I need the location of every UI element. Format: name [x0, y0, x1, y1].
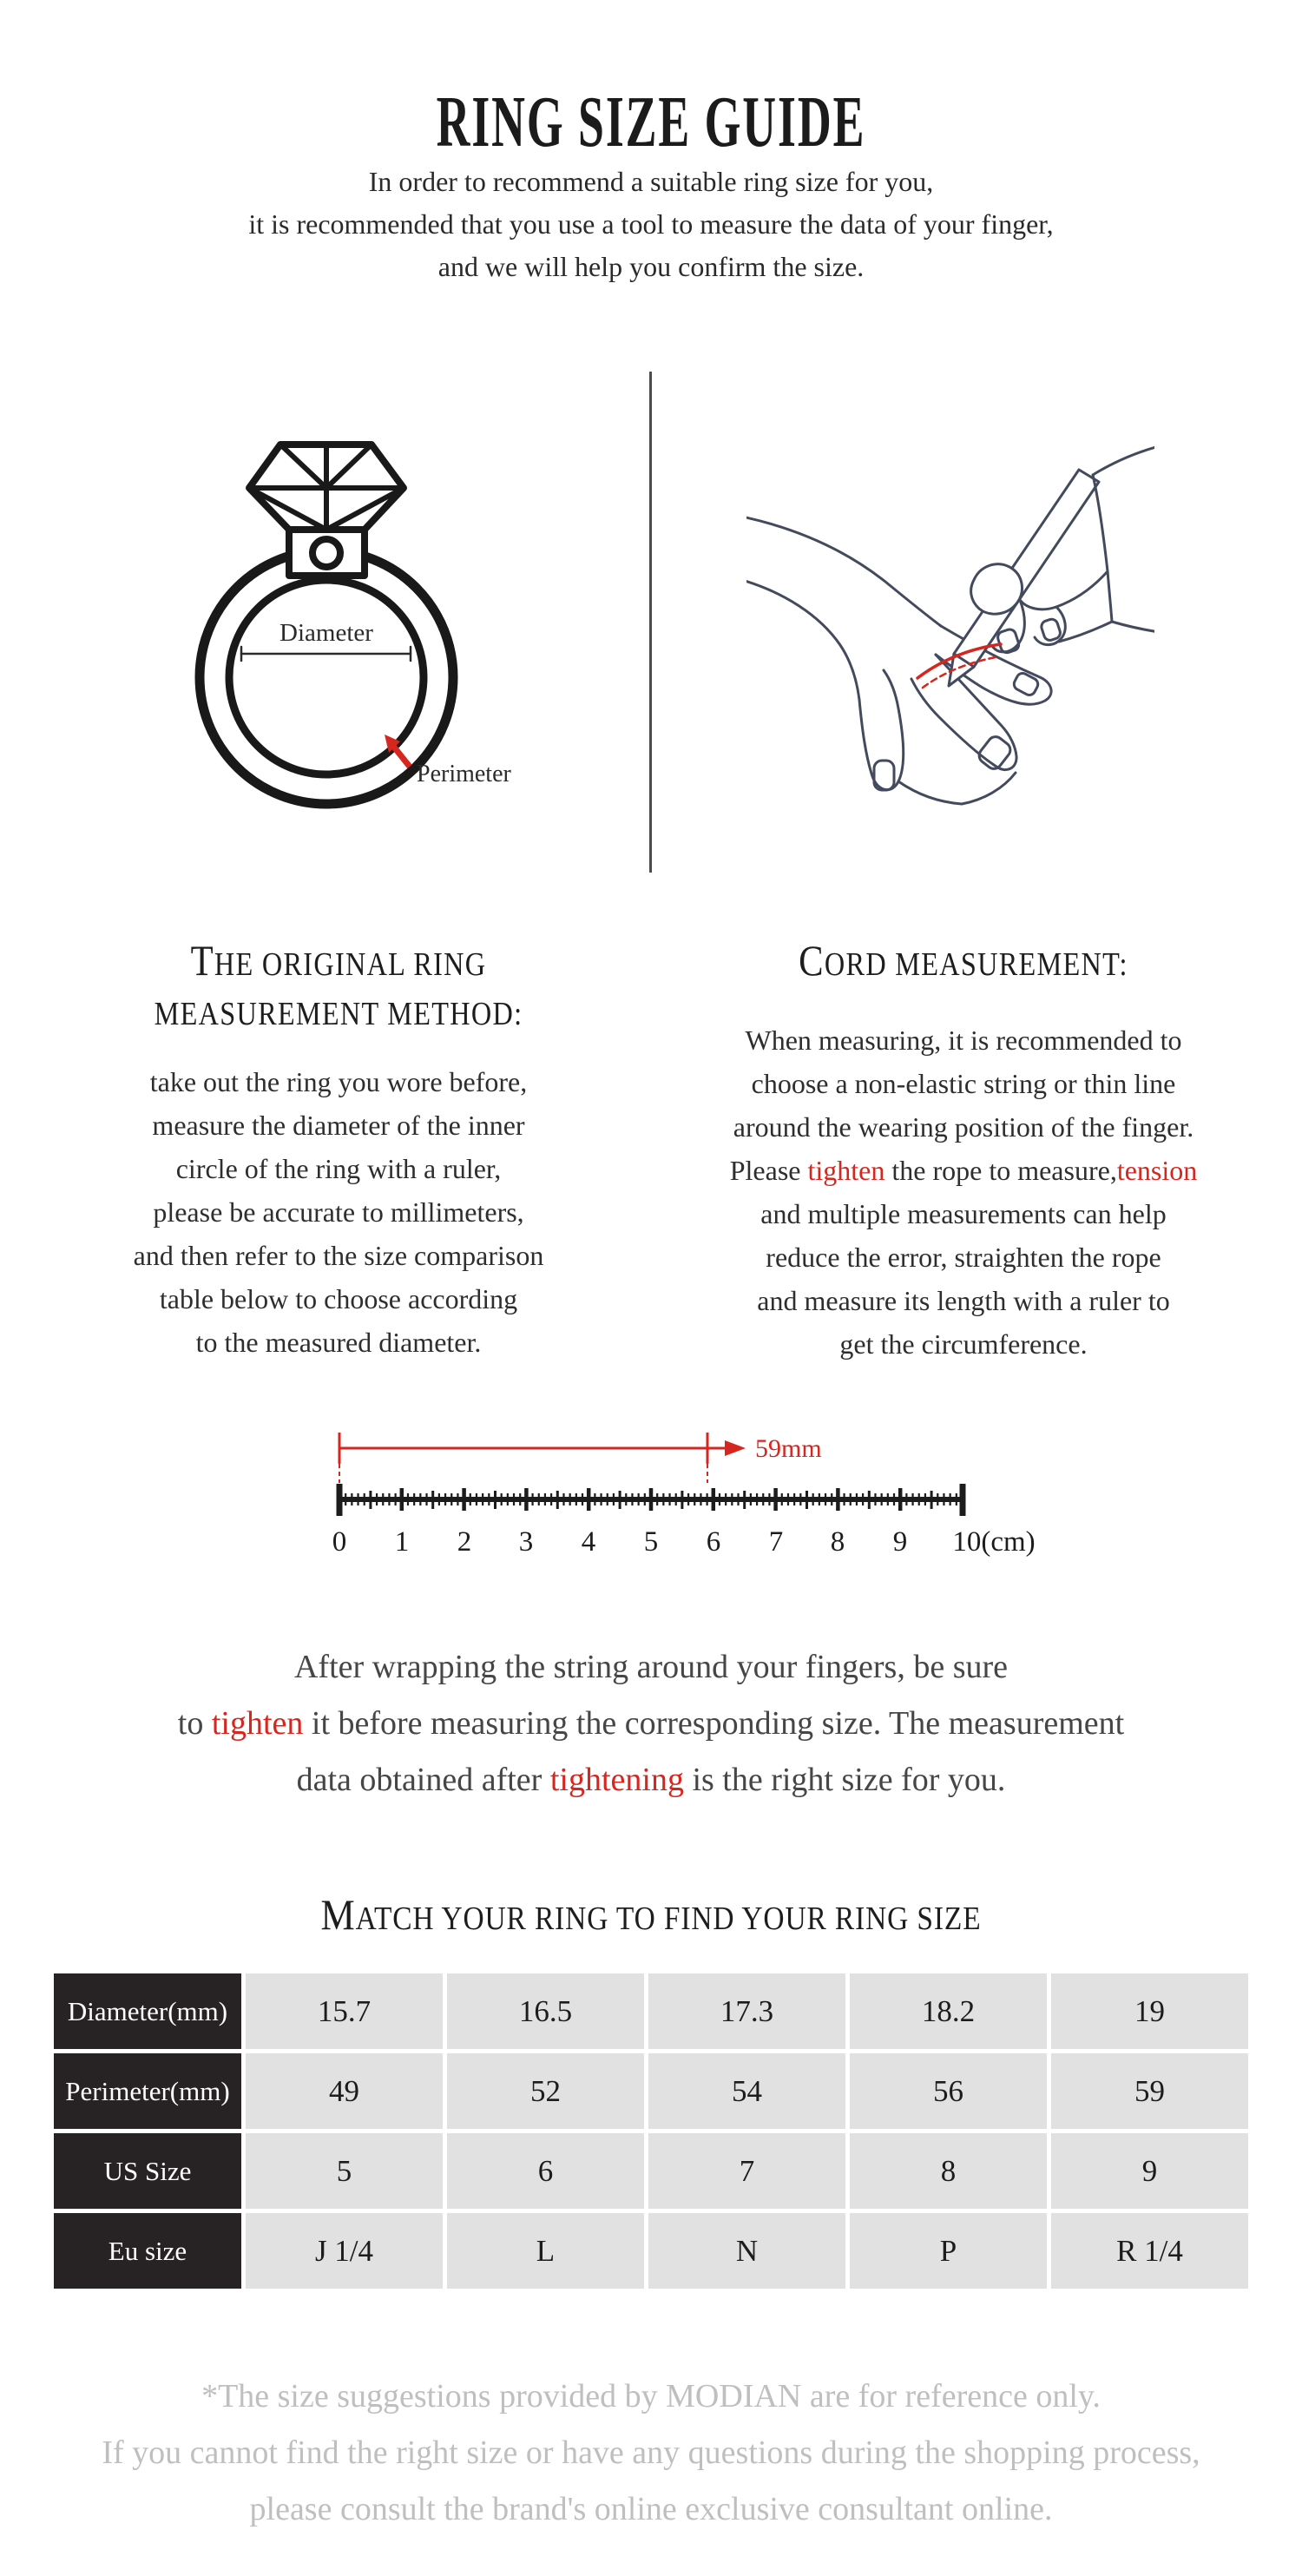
lower-finger-hint [962, 773, 1016, 804]
svg-text:10(cm): 10(cm) [952, 1526, 1036, 1558]
table-cell: 17.3 [648, 1973, 845, 2049]
svg-text:4: 4 [581, 1526, 596, 1558]
diamond-icon [249, 445, 404, 530]
svg-text:8: 8 [830, 1526, 845, 1558]
left-thumb [859, 670, 904, 790]
measurement-arrow [339, 1433, 746, 1483]
table-cell: 15.7 [246, 1973, 443, 2049]
svg-text:7: 7 [768, 1526, 784, 1558]
page-title: RING SIZE GUIDE [436, 82, 866, 163]
table-cell: 8 [850, 2133, 1047, 2209]
table-cell: 16.5 [447, 1973, 644, 2049]
table-cell: 9 [1051, 2133, 1248, 2209]
highlight-tightening: tightening [549, 1762, 684, 1798]
pen [949, 470, 1099, 686]
table-cell: 56 [850, 2053, 1047, 2129]
right-thumb [971, 564, 1023, 615]
svg-text:1: 1 [394, 1526, 410, 1558]
highlight-tension: tension [1116, 1155, 1198, 1186]
highlight-tighten: tighten [211, 1705, 304, 1742]
cord-measurement-heading: CORD MEASUREMENT: [799, 936, 1128, 985]
table-cell: 5 [246, 2133, 443, 2209]
left-hand-outline [746, 580, 859, 700]
svg-text:3: 3 [518, 1526, 534, 1558]
finger-nail [1040, 617, 1062, 642]
hand-measurement-illustration [746, 373, 1154, 877]
svg-text:0: 0 [332, 1526, 347, 1558]
table-row-label: US Size [54, 2133, 241, 2209]
table-cell: 6 [447, 2133, 644, 2209]
highlight-tighten: tighten [807, 1155, 885, 1186]
left-palm-edge [898, 781, 962, 804]
ring-outer-circle [200, 550, 453, 804]
svg-text:5: 5 [643, 1526, 659, 1558]
right-hand-back [1093, 475, 1112, 622]
ruler-diagram [295, 1407, 1042, 1567]
right-knuckles [1059, 622, 1112, 642]
cord-measurement-body: When measuring, it is recommended to choose a non-elastic string or thin line around the wearing position of the finger. Please tighten the rope to measure,tension and multiple measurements can help reduce the error, straighten the rope and measure its length with a ruler to get the circumference. [729, 1024, 1198, 1360]
table-cell: 52 [447, 2053, 644, 2129]
table-row-label: Diameter(mm) [54, 1973, 241, 2049]
table-cell: L [447, 2213, 644, 2289]
table-cell: N [648, 2213, 845, 2289]
table-cell: 19 [1051, 1973, 1248, 2049]
intro-text [0, 161, 1302, 288]
ruler-scale-labels [332, 1526, 1036, 1558]
original-method-body: take out the ring you wore before, measure the diameter of the inner circle of the ring with a ruler, please be accurate to millimeters, and then refer to the size comparison table below to choose according to the measured diameter. [133, 1066, 544, 1358]
footer-disclaimer: *The size suggestions provided by MODIAN are for reference only. If you cannot find the right size or have any questions during the shopping process, please consult the brand's online exclusive consultant online. [102, 2378, 1200, 2527]
right-wrist [1093, 446, 1154, 475]
table-cell: R 1/4 [1051, 2213, 1248, 2289]
svg-text:6: 6 [706, 1526, 721, 1558]
table-cell: 49 [246, 2053, 443, 2129]
diameter-measure-line [241, 647, 411, 661]
intro-line: In order to recommend a suitable ring size for you, [368, 166, 934, 197]
table-cell: 7 [648, 2133, 845, 2209]
intro-line: and we will help you confirm the size. [437, 251, 865, 282]
ring-diagram-illustration [182, 417, 547, 851]
table-cell: 59 [1051, 2053, 1248, 2129]
original-method-heading: THE ORIGINAL RING MEASUREMENT METHOD: [154, 936, 523, 1032]
perimeter-label: Perimeter [417, 761, 511, 787]
ring-size-table [54, 1973, 1248, 2289]
table-cell: 54 [648, 2053, 845, 2129]
table-row-label: Eu size [54, 2213, 241, 2289]
table-row-label: Perimeter(mm) [54, 2053, 241, 2129]
table-cell: J 1/4 [246, 2213, 443, 2289]
size-table-heading: MATCH YOUR RING TO FIND YOUR RING SIZE [320, 1890, 982, 1939]
svg-text:2: 2 [457, 1526, 472, 1558]
measurement-value-label: 59mm [755, 1434, 822, 1463]
wrap-note: After wrapping the string around your fingers, be sure to tighten it before measuring the corresponding size. The measurement data obtained after tightening is the right size for you. [177, 1649, 1125, 1798]
right-wrist [1112, 622, 1154, 632]
ruler-ticks [339, 1484, 963, 1516]
section-divider [649, 372, 652, 873]
intro-line: it is recommended that you use a tool to measure the data of your finger, [248, 208, 1054, 240]
left-hand-outline [746, 517, 941, 626]
diameter-label: Diameter [279, 619, 373, 647]
table-cell: 18.2 [850, 1973, 1047, 2049]
table-cell: P [850, 2213, 1047, 2289]
svg-text:9: 9 [892, 1526, 908, 1558]
